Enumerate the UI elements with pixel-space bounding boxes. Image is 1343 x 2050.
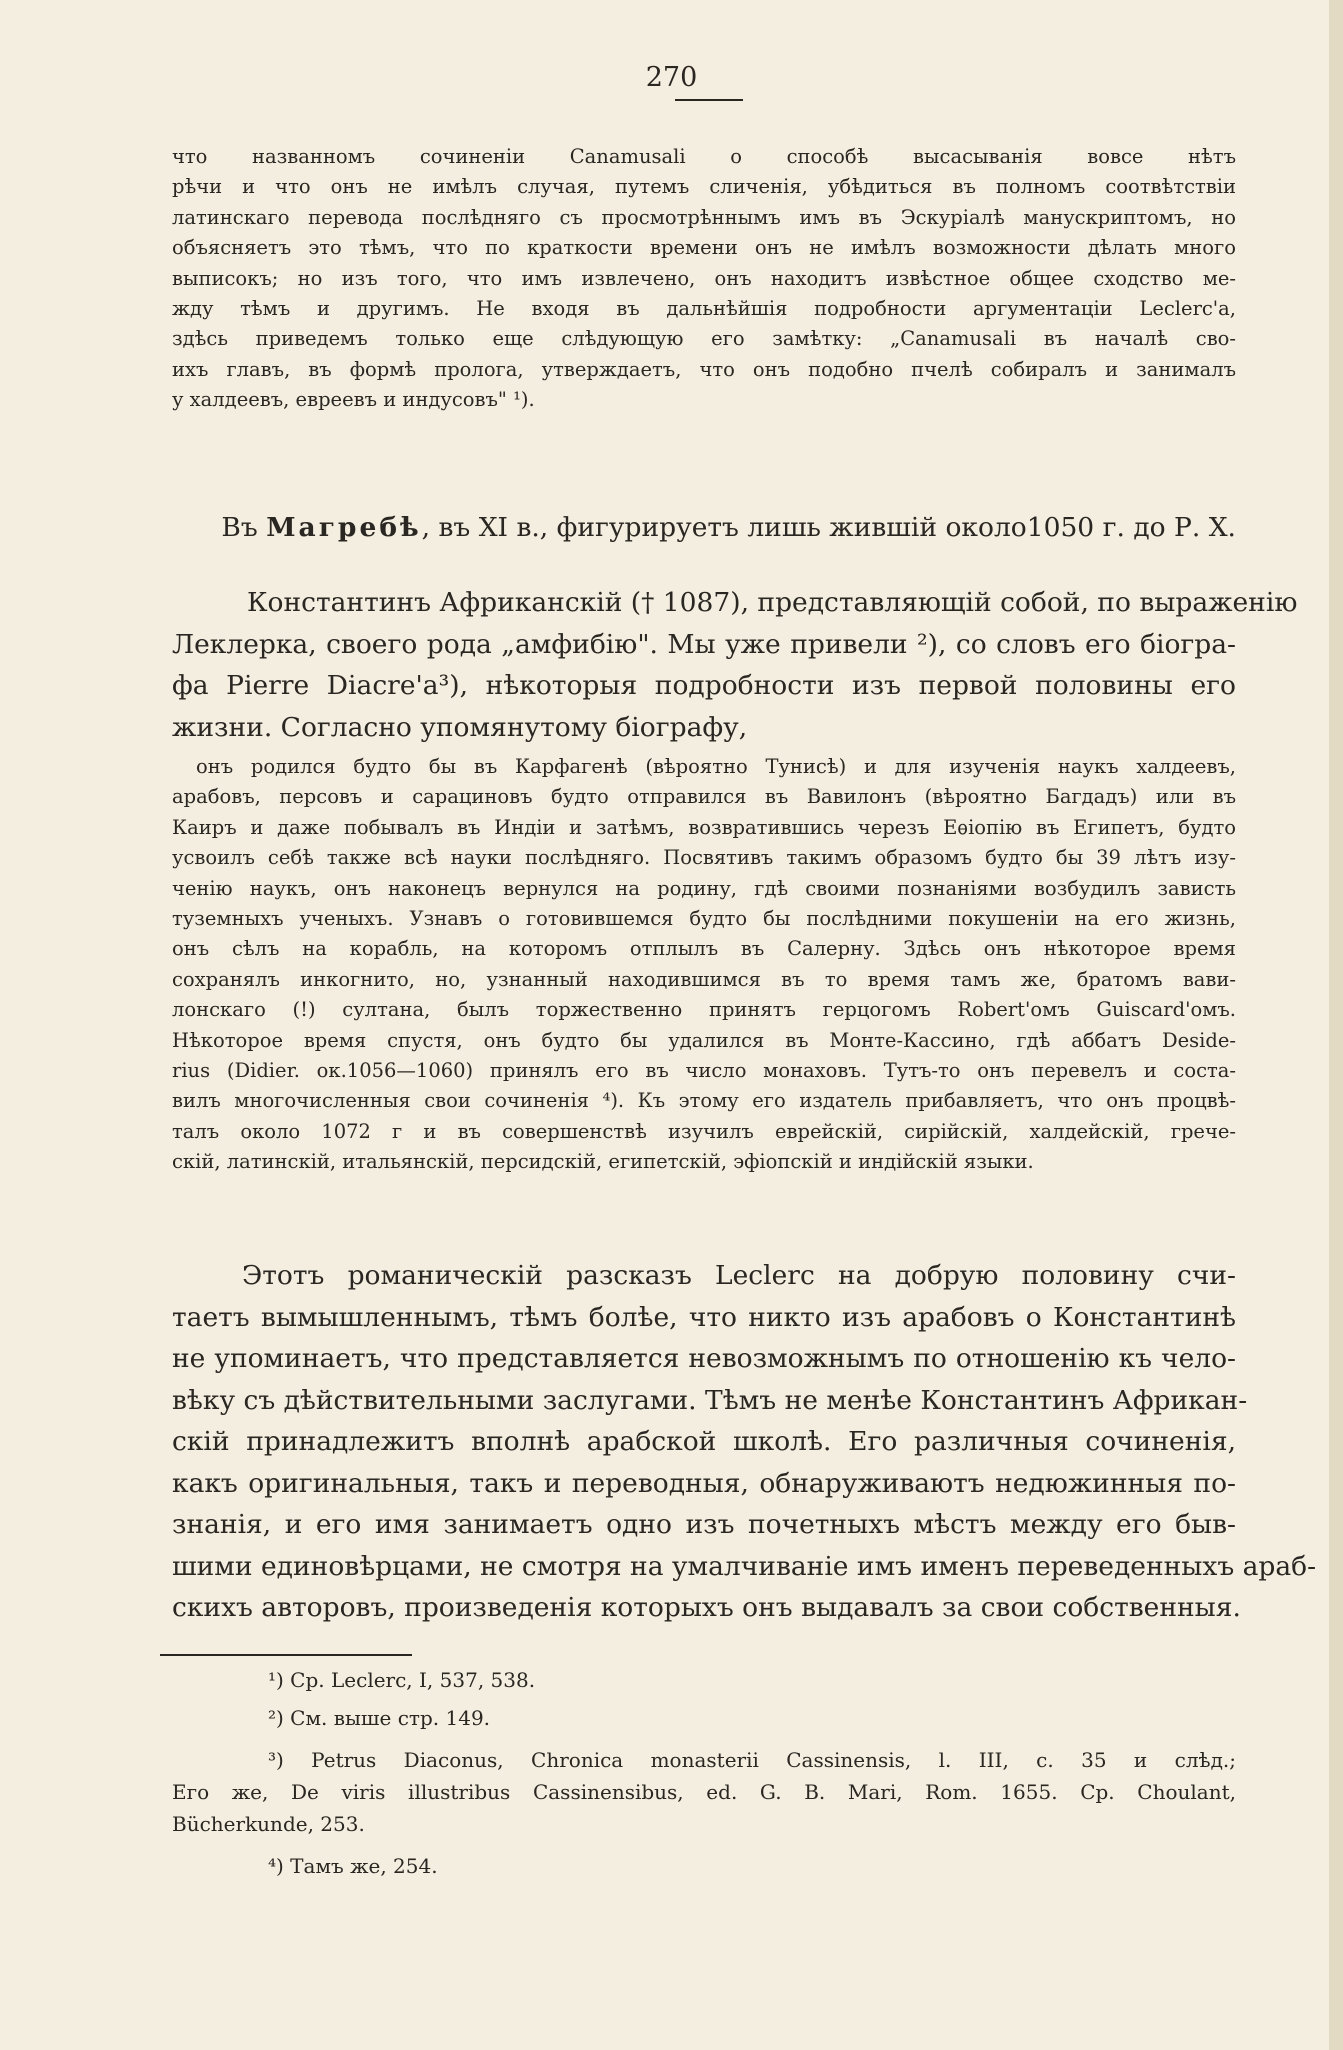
text-line: сохранялъ инкогнито, но, узнанный находившимся въ то время тамъ же, братомъ вави- — [172, 967, 1236, 991]
continuation-paragraph — [172, 142, 1236, 416]
text-line: лонскаго (!) султана, былъ торжественно принятъ герцогомъ Robert'омъ Guiscard'омъ. — [172, 998, 1236, 1022]
footnote: Его же, De viris illustribus Cassinensibus, ed. G. B. Mari, Rom. 1655. Ср. Choulant, — [172, 1780, 1236, 1804]
konstantin-paragraph — [172, 582, 1298, 748]
closing-paragraph — [172, 1255, 1317, 1629]
text-line: выписокъ; но изъ того, что имъ извлечено, онъ находитъ извѣстное общее сходство ме- — [172, 266, 1236, 290]
text-line: скихъ авторовъ, произведенія которыхъ онъ выдавалъ за свои собственныя. — [172, 1592, 1241, 1623]
text-line: скій принадлежитъ вполнѣ арабской школѣ. Его различныя сочиненія, — [172, 1426, 1236, 1457]
text-line: шими единовѣрцами, не смотря на умалчиваніе имъ именъ переведенныхъ араб- — [172, 1550, 1317, 1582]
text-line: Этотъ романическій разсказъ Leclerc на добрую половину счи- — [242, 1260, 1236, 1291]
footnotes — [172, 1664, 1236, 1882]
text-line: фа Pierre Diacre'a³), нѣкоторыя подробности изъ первой половины его — [172, 670, 1236, 701]
footnote: ¹) Ср. Leclerc, I, 537, 538. — [268, 1668, 536, 1692]
text-line: вилъ многочисленныя свои сочиненія ⁴). Къ этому его издатель прибавляетъ, что онъ процвѣ- — [172, 1089, 1236, 1113]
text-line: рѣчи и что онъ не имѣлъ случая, путемъ сличенія, убѣдиться въ полномъ соотвѣтствіи — [172, 175, 1236, 199]
biography-quote — [172, 752, 1236, 1178]
text-line: Нѣкоторое время спустя, онъ будто бы удалился въ Монте-Кассино, гдѣ аббатъ Deside- — [172, 1028, 1236, 1052]
text-line: онъ родился будто бы въ Карфагенѣ (вѣроятно Тунисѣ) и для изученія наукъ халдеевъ, — [196, 755, 1236, 778]
text-line: Леклерка, своего рода „амфибію". Мы уже привели ²), со словъ его біогра- — [172, 628, 1236, 660]
text-line: онъ сѣлъ на корабль, на которомъ отплылъ въ Салерну. Здѣсь онъ нѣкоторое время — [172, 937, 1236, 961]
text-line: что названномъ сочиненіи Canamusali о способѣ высасыванія вовсе нѣтъ — [172, 145, 1236, 168]
text-line: у халдеевъ, евреевъ и индусовъ" ¹). — [172, 388, 535, 412]
footnote-separator — [160, 1654, 412, 1656]
section-heading — [172, 512, 1236, 543]
page-edge-shadow — [1329, 0, 1343, 2050]
text-line: Каиръ и даже побывалъ въ Индіи и затѣмъ, возвратившись черезъ Еѳіопію въ Египетъ, будто — [172, 815, 1236, 839]
text-line: rius (Didier. ок.1056—1060) принялъ его въ число монаховъ. Тутъ-то онъ перевелъ и соста- — [172, 1059, 1236, 1083]
text-line: какъ оригинальныя, такъ и переводныя, обнаруживаютъ недюжинныя по- — [172, 1467, 1236, 1499]
heading-place: Магребѣ — [266, 512, 422, 543]
text-line: арабовъ, персовъ и сарациновъ будто отправился въ Вавилонъ (вѣроятно Багдадъ) или въ — [172, 785, 1236, 809]
footnote: Bücherkunde, 253. — [172, 1812, 365, 1836]
page-number-underline — [675, 99, 743, 101]
footnote: ²) См. выше стр. 149. — [268, 1706, 491, 1730]
text-line: туземныхъ ученыхъ. Узнавъ о готовившемся будто бы послѣдними покушеніи на его жизнь, — [172, 907, 1236, 931]
text-line: талъ около 1072 г и въ совершенствѣ изучилъ еврейскій, сирійскій, халдейскій, грече- — [172, 1119, 1236, 1143]
text-line: здѣсь приведемъ только еще слѣдующую его замѣтку: „Canamusali въ началѣ сво- — [172, 327, 1236, 351]
text-line: объясняетъ это тѣмъ, что по краткости времени онъ не имѣлъ возможности дѣлать много — [172, 236, 1236, 260]
text-line: таетъ вымышленнымъ, тѣмъ болѣе, что никто изъ арабовъ о Константинѣ — [172, 1301, 1236, 1333]
footnote: ³) Petrus Diaconus, Chronica monasterii Cassinensis, l. III, c. 35 и слѣд.; — [268, 1748, 1236, 1772]
text-line: усвоилъ себѣ также всѣ науки послѣдняго. Посвятивъ такимъ образомъ будто бы 39 лѣтъ изу- — [172, 846, 1236, 870]
text-line: не упоминаетъ, что представляется невозможнымъ по отношенію къ чело- — [172, 1343, 1236, 1374]
heading-prefix: Въ — [221, 512, 258, 543]
text-line: Константинъ Африканскій († 1087), представляющій собой, по выраженію — [247, 587, 1298, 618]
text-line: жизни. Согласно упомянутому біографу, — [172, 711, 748, 743]
text-line: знанія, и его имя занимаетъ одно изъ почетныхъ мѣстъ между его быв- — [172, 1509, 1236, 1540]
heading-rest: , въ XI в., фигурируетъ лишь жившій около1050 г. до Р. Х. — [421, 512, 1236, 543]
text-line: жду тѣмъ и другимъ. Не входя въ дальнѣйшія подробности аргументаціи Leclerc'a, — [172, 297, 1236, 321]
text-line: ихъ главъ, въ формѣ пролога, утверждаетъ, что онъ подобно пчелѣ собиралъ и занималъ — [172, 357, 1236, 381]
text-line: вѣку съ дѣйствительными заслугами. Тѣмъ не менѣе Константинъ Африкан- — [172, 1384, 1248, 1416]
page-number: 270 — [645, 62, 698, 93]
footnote: ⁴) Тамъ же, 254. — [268, 1854, 438, 1878]
text-line: латинскаго перевода послѣдняго съ просмотрѣннымъ имъ въ Эскуріалѣ манускриптомъ, но — [172, 205, 1236, 229]
text-line: ченію наукъ, онъ наконецъ вернулся на родину, гдѣ своими познаніями возбудилъ зависть — [172, 876, 1236, 900]
text-line: скій, латинскій, итальянскій, персидскій, египетскій, эфіопскій и индійскій языки. — [172, 1150, 1034, 1174]
